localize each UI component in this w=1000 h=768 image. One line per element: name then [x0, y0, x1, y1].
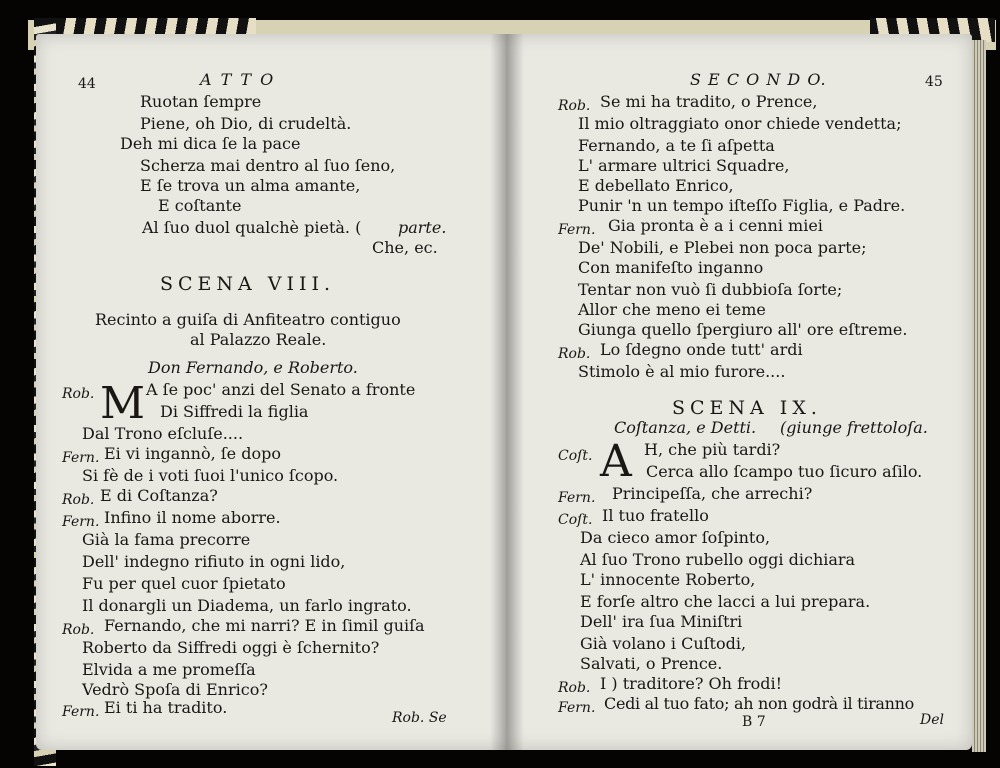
speaker-label: Fern. — [558, 700, 596, 716]
verse-line: Piene, oh Dio, di crudeltà. — [140, 114, 352, 133]
speaker-label: Rob. — [62, 622, 95, 638]
dialogue-line: Al ſuo Trono rubello oggi dichiara — [580, 550, 856, 569]
dialogue-line: Di Siffredi la figlia — [160, 402, 309, 421]
verse-line: E coſtante — [158, 196, 242, 215]
dialogue-line: Dal Trono eſcluſe.... — [82, 424, 244, 443]
book-gutter — [490, 34, 524, 750]
dialogue-line: I ) traditore? Oh frodi! — [600, 674, 783, 693]
dialogue-line: Si fè de i voti ſuoi l'unico ſcopo. — [82, 466, 339, 485]
running-head-right: S E C O N D O. — [690, 70, 827, 89]
dialogue-line: Se mi ha tradito, o Prence, — [600, 92, 818, 111]
dialogue-line: Lo ſdegno onde tutt' ardi — [600, 340, 803, 359]
dialogue-line: Il donargli un Diadema, un farlo ingrato. — [82, 596, 412, 615]
speaker-label: Coſt. — [558, 448, 593, 464]
dialogue-line: Tentar non vuò ſi dubbioſa ſorte; — [578, 280, 843, 299]
verse-line: Al ſuo duol qualchè pietà. ( — [142, 218, 362, 237]
dialogue-line: Vedrò Spoſa di Enrico? — [82, 680, 268, 699]
dialogue-line: E forſe altro che lacci a lui prepara. — [580, 592, 871, 611]
dialogue-line: Da cieco amor ſoſpinto, — [580, 528, 771, 547]
scene-title-right: SCENA IX. — [672, 397, 822, 419]
scene-characters: Don Fernando, e Roberto. — [148, 358, 358, 377]
dialogue-line: Giunga quello ſpergiuro all' ore eſtreme. — [578, 320, 908, 339]
verse-line: Che, ec. — [372, 238, 438, 257]
dialogue-line: Ei ti ha tradito. — [104, 698, 228, 717]
dialogue-line: Salvati, o Prence. — [580, 654, 723, 673]
speaker-label: Fern. — [558, 222, 596, 238]
dialogue-line: Elvida a me promeſſa — [82, 660, 256, 679]
page-number-right: 45 — [925, 74, 943, 90]
dialogue-line: Il mio oltraggiato onor chiede vendetta; — [578, 114, 902, 133]
catchword-right: Del — [920, 712, 944, 728]
speaker-label: Rob. — [558, 346, 591, 362]
verse-line: Ruotan ſempre — [140, 92, 262, 111]
dialogue-line: Cerca allo ſcampo tuo ſicuro aſilo. — [646, 462, 923, 481]
dialogue-line: Con manifeſto inganno — [578, 258, 764, 277]
dialogue-line: L' armare ultrici Squadre, — [578, 156, 790, 175]
dialogue-line: L' innocente Roberto, — [580, 570, 756, 589]
verse-line: E ſe trova un alma amante, — [140, 176, 361, 195]
dialogue-line: Fu per quel cuor ſpietato — [82, 574, 286, 593]
speaker-label: Rob. — [558, 98, 591, 114]
signature-mark: B 7 — [742, 714, 766, 730]
dialogue-line: Gia pronta è a i cenni miei — [608, 216, 823, 235]
speaker-label: Coſt. — [558, 512, 593, 528]
dialogue-line: Stimolo è al mio furore.... — [578, 362, 786, 381]
dialogue-line: Già volano i Cuſtodi, — [580, 634, 747, 653]
scene-characters: Coſtanza, e Detti. — [614, 418, 757, 437]
dialogue-line: Roberto da Siffredi oggi è ſchernito? — [82, 638, 380, 657]
verse-line: Deh mi dica ſe la pace — [120, 134, 301, 153]
speaker-label: Rob. — [62, 386, 95, 402]
drop-cap: A — [600, 436, 632, 487]
dialogue-line: H, che più tardi? — [644, 440, 781, 459]
catchword-left: Rob. Se — [392, 710, 447, 726]
dialogue-line: Ei vi ingannò, ſe dopo — [104, 444, 281, 463]
drop-cap: M — [100, 378, 146, 429]
speaker-label: Fern. — [62, 704, 100, 720]
dialogue-line: De' Nobili, e Plebei non poca parte; — [578, 238, 867, 257]
dialogue-line: Allor che meno ei teme — [578, 300, 766, 319]
dialogue-line: Dell' indegno rifiuto in ogni lido, — [82, 552, 346, 571]
stage-direction: (giunge frettoloſa. — [780, 418, 928, 437]
speaker-label: Rob. — [558, 680, 591, 696]
verse-line: Scherza mai dentro al ſuo ſeno, — [140, 156, 396, 175]
page-number-left: 44 — [78, 76, 96, 92]
dialogue-line: Principeſſa, che arrechi? — [612, 484, 813, 503]
dialogue-line: Fernando, a te ſi aſpetta — [578, 136, 775, 155]
dialogue-line: Dell' ira ſua Miniſtri — [580, 612, 743, 631]
dialogue-line: A ſe poc' anzi del Senato a fronte — [146, 380, 416, 399]
speaker-label: Rob. — [62, 492, 95, 508]
dialogue-line: Punir 'n un tempo iſteſſo Figlia, e Padre. — [578, 196, 906, 215]
dialogue-line: E debellato Enrico, — [578, 176, 734, 195]
scene-setting: Recinto a guiſa di Anfiteatro contiguo — [95, 310, 401, 329]
page-edges — [972, 40, 986, 752]
dialogue-line: E di Coſtanza? — [100, 486, 218, 505]
dialogue-line: Infino il nome aborre. — [104, 508, 281, 527]
dialogue-line: Già la fama precorre — [82, 530, 251, 549]
scene-title-left: SCENA VIII. — [160, 273, 336, 295]
dialogue-line: Cedi al tuo fato; ah non godrà il tiranno — [604, 694, 914, 713]
dialogue-line: Il tuo fratello — [602, 506, 709, 525]
scene-setting: al Palazzo Reale. — [190, 330, 327, 349]
speaker-label: Fern. — [62, 514, 100, 530]
stage-direction: parte. — [398, 218, 447, 237]
speaker-label: Fern. — [558, 490, 596, 506]
running-head-left: A T T O — [200, 70, 276, 89]
speaker-label: Fern. — [62, 450, 100, 466]
dialogue-line: Fernando, che mi narri? E in ſimil guiſa — [104, 616, 425, 635]
